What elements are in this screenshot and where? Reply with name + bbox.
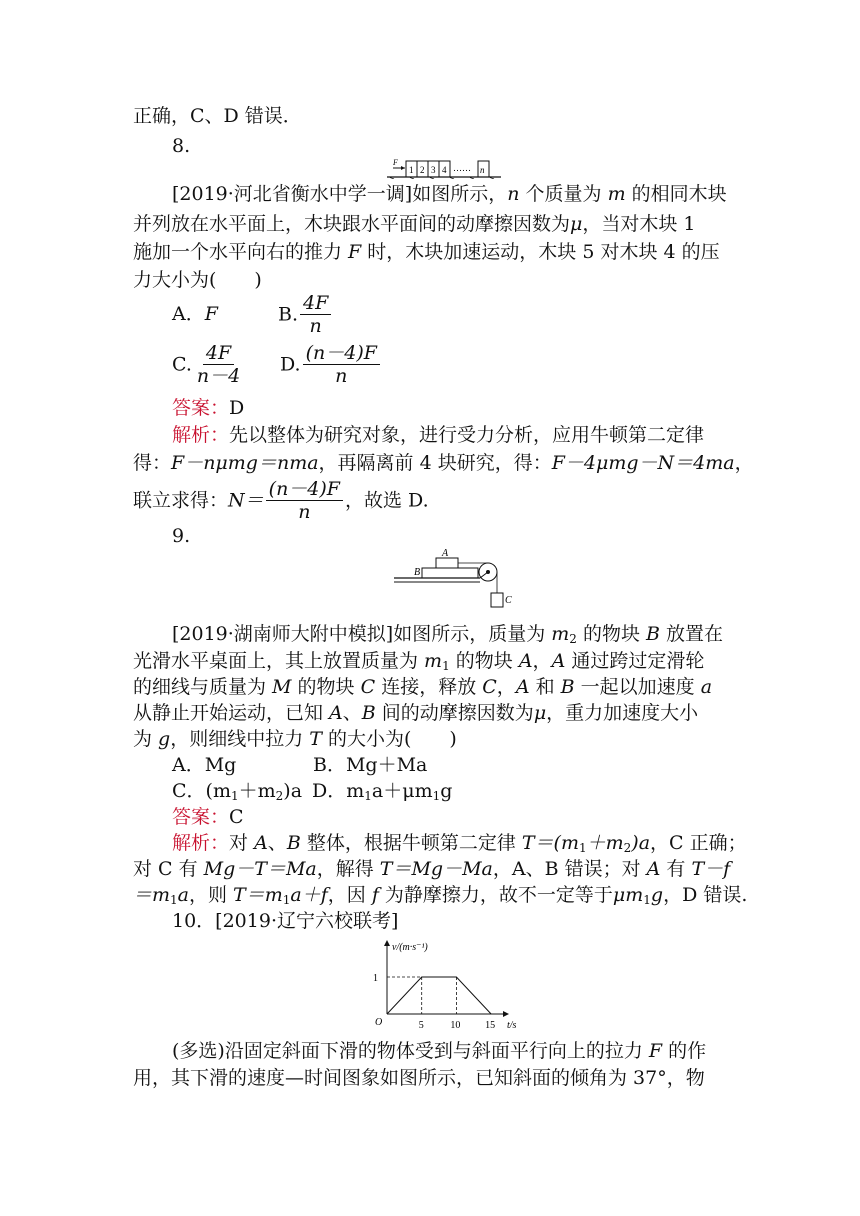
var: a xyxy=(700,676,713,698)
ground-hatch xyxy=(450,178,454,180)
text: 通过跨过定滑轮 xyxy=(565,650,705,672)
text: ，D 错误. xyxy=(663,884,748,906)
var: m xyxy=(424,650,443,672)
explanation-line xyxy=(133,857,730,881)
block-label: 1 xyxy=(409,165,414,175)
explanation-label: 解析： xyxy=(172,832,230,854)
equation: Mg－T＝Ma xyxy=(203,858,317,880)
text-line xyxy=(172,622,723,651)
text: C．(m xyxy=(172,780,231,802)
pulley-support xyxy=(480,572,488,578)
option-value: F xyxy=(204,303,218,325)
arrow-head-icon xyxy=(401,166,405,170)
text-line: 力大小为( ) xyxy=(133,269,262,291)
y-tick-label: 1 xyxy=(373,973,378,984)
var: A xyxy=(254,832,268,854)
text: ，当对木块 1 xyxy=(582,213,696,235)
x-axis-arrow-icon xyxy=(503,1011,509,1017)
subscript: 1 xyxy=(282,893,291,907)
denominator: n xyxy=(335,365,348,387)
equation: T＝(m xyxy=(521,832,579,854)
option-label: B. xyxy=(278,303,299,326)
text: 间的动摩擦因数为 xyxy=(375,702,534,724)
subscript: 2 xyxy=(275,789,284,803)
equation: F－4μmg－N＝4ma xyxy=(551,452,735,474)
equation: N＝ xyxy=(228,489,264,512)
block-label: 3 xyxy=(431,165,436,175)
text: 为静摩擦力，故不一定等于 xyxy=(378,884,613,906)
text: g xyxy=(440,780,453,802)
equation: F－nμmg＝nma xyxy=(171,452,319,474)
explanation-line xyxy=(172,831,747,860)
text: 连接，释放 xyxy=(375,676,483,698)
text: 为 xyxy=(133,728,159,750)
var: A xyxy=(551,650,566,672)
var: C xyxy=(482,676,497,698)
numerator: 4F xyxy=(300,292,331,315)
equation: ＝m xyxy=(133,884,171,906)
text-line xyxy=(172,182,727,206)
var: B xyxy=(560,676,575,698)
pulley-figure xyxy=(392,545,522,615)
x-axis-label: t/s xyxy=(507,1020,517,1030)
denominator: n－4 xyxy=(196,365,241,387)
answer-value: D xyxy=(229,397,245,419)
x-tick-label: 15 xyxy=(485,1020,496,1030)
label-a: A xyxy=(442,548,449,559)
text: 整体，根据牛顿第二定律 xyxy=(300,832,522,854)
text: ，则细线中拉力 xyxy=(170,728,310,750)
velocity-time-chart xyxy=(365,938,535,1030)
var: A xyxy=(646,858,661,880)
text: 光滑水平桌面上，其上放置质量为 xyxy=(133,650,425,672)
ground-hatch xyxy=(470,178,474,180)
text: 对 xyxy=(229,832,255,854)
text: )a xyxy=(283,780,303,802)
var: C xyxy=(360,676,376,698)
text: 、 xyxy=(267,832,287,854)
explanation-line xyxy=(133,883,747,912)
series-line xyxy=(387,977,491,1014)
origin-label: O xyxy=(375,1017,383,1028)
var: g xyxy=(158,728,171,750)
block-label: 2 xyxy=(420,165,425,175)
equation: T－f xyxy=(691,858,731,880)
var: A xyxy=(515,676,530,698)
text: 的大小为( ) xyxy=(321,728,457,750)
text-line xyxy=(133,675,712,699)
text: 先以整体为研究对象，进行受力分析，应用牛顿第二定律 xyxy=(229,424,705,446)
var: F xyxy=(648,1040,663,1062)
y-axis-arrow-icon xyxy=(384,940,390,946)
var: m xyxy=(551,623,570,645)
option-a: A．Mg xyxy=(172,754,237,776)
text: ，因 xyxy=(327,884,372,906)
var: B xyxy=(361,702,376,724)
var: A xyxy=(329,702,343,724)
option-label: C. xyxy=(172,353,192,376)
subscript: 1 xyxy=(643,893,651,907)
explanation-label: 解析： xyxy=(172,424,230,446)
ground-hatch xyxy=(410,178,414,180)
equation: T＝Mg－Ma xyxy=(379,858,493,880)
numerator: (n－4)F xyxy=(266,478,343,501)
y-axis-label: v/(m·s⁻¹) xyxy=(392,942,428,953)
option-d xyxy=(280,342,382,387)
answer-label: 答案： xyxy=(172,397,230,419)
text: 一起以加速度 xyxy=(574,676,701,698)
block-label: 4 xyxy=(442,165,447,175)
equation: )a xyxy=(631,832,651,854)
question-number: 8. xyxy=(172,135,191,157)
text: 得： xyxy=(133,452,172,474)
subscript: 1 xyxy=(230,789,239,803)
equation: ＋m xyxy=(586,832,624,854)
text-line xyxy=(133,212,696,236)
text: (多选)沿固定斜面下滑的物体受到与斜面平行向上的拉力 xyxy=(172,1040,649,1062)
subscript: 1 xyxy=(432,789,441,803)
answer-line xyxy=(172,396,244,420)
ground-hatch xyxy=(430,178,434,180)
subscript: 2 xyxy=(623,841,632,855)
text: 放置在 xyxy=(660,623,724,645)
subscript: 1 xyxy=(364,789,372,803)
text: ，解得 xyxy=(316,858,380,880)
answer-line xyxy=(172,805,244,829)
option-d xyxy=(312,779,452,808)
text: 联立求得： xyxy=(133,489,229,512)
text: a＋μm xyxy=(371,780,433,802)
text: 的物块 xyxy=(291,676,361,698)
var: B xyxy=(646,623,660,645)
text: ＋m xyxy=(238,780,276,802)
question-number: 9. xyxy=(172,525,191,547)
fraction xyxy=(266,478,343,523)
block-a xyxy=(436,558,458,568)
option-label: D. xyxy=(280,353,301,376)
equation: a＋f xyxy=(290,884,328,906)
text: 的物块 xyxy=(576,623,647,645)
text: [2019·湖南师大附中模拟]如图所示，质量为 xyxy=(172,623,552,645)
explanation-line xyxy=(133,451,754,475)
text: 施加一个水平向右的推力 xyxy=(133,241,349,263)
explanation-line xyxy=(133,478,429,523)
text: ， xyxy=(496,676,516,698)
blocks-figure xyxy=(385,157,503,179)
label-c: C xyxy=(505,595,512,606)
text: 和 xyxy=(529,676,561,698)
ground-hatch xyxy=(390,178,394,180)
option-b xyxy=(278,292,333,337)
text: ， xyxy=(532,650,552,672)
text: 从静止开始运动，已知 xyxy=(133,702,330,724)
text: ，则 xyxy=(189,884,234,906)
subscript: 1 xyxy=(170,893,178,907)
fraction xyxy=(300,292,331,337)
ground-hatch xyxy=(490,178,494,180)
explanation-line xyxy=(172,423,704,447)
text: 个质量为 xyxy=(519,183,608,205)
force-label: F xyxy=(393,158,398,167)
text: ，重力加速度大小 xyxy=(546,702,699,724)
equation: g xyxy=(650,884,664,906)
text-line xyxy=(133,649,704,678)
ellipsis-label: …… xyxy=(453,163,471,173)
numerator: 4F xyxy=(203,342,234,365)
text: ，C 正确； xyxy=(650,832,747,854)
equation: a xyxy=(177,884,189,906)
var: M xyxy=(272,676,292,698)
denominator: n xyxy=(309,315,322,337)
numerator: (n－4)F xyxy=(303,342,380,365)
option-b: B．Mg＋Ma xyxy=(313,754,428,776)
subscript: 1 xyxy=(442,659,450,673)
fraction xyxy=(303,342,380,387)
label-b: B xyxy=(414,567,421,578)
answer-label: 答案： xyxy=(172,806,230,828)
text: 有 xyxy=(660,858,692,880)
x-tick-label: 10 xyxy=(450,1020,461,1030)
subscript: 2 xyxy=(569,632,577,646)
option-c xyxy=(172,342,245,387)
text: ， xyxy=(734,452,754,474)
text: 的相同木块 xyxy=(625,183,727,205)
text: ，再隔离前 4 块研究，得： xyxy=(318,452,552,474)
var: T xyxy=(309,728,322,750)
var: F xyxy=(348,241,362,263)
block-b xyxy=(422,568,478,578)
var: A xyxy=(518,650,533,672)
text-line: 用，其下滑的速度—时间图象如图所示，已知斜面的倾角为 37°，物 xyxy=(133,1067,705,1089)
option-a xyxy=(172,302,218,326)
question-heading: 10．[2019·辽宁六校联考] xyxy=(172,910,399,932)
text: 时，木块加速运动，木块 5 对木块 4 的压 xyxy=(361,241,720,263)
text: ，故选 D. xyxy=(345,489,429,512)
block-label: n xyxy=(480,165,485,175)
answer-value: C xyxy=(229,806,244,828)
fraction xyxy=(194,342,243,387)
text: 、 xyxy=(342,702,362,724)
var: m xyxy=(607,183,626,205)
block-c xyxy=(491,593,503,607)
text: D．m xyxy=(312,780,365,802)
equation: μm xyxy=(612,884,644,906)
var: B xyxy=(286,832,301,854)
equation: T＝m xyxy=(233,884,283,906)
text: 的物块 xyxy=(449,650,519,672)
text: 的作 xyxy=(662,1040,707,1062)
option-c xyxy=(172,779,302,808)
text: 对 C 有 xyxy=(133,858,204,880)
text-line xyxy=(133,701,698,725)
text: 的细线与质量为 xyxy=(133,676,273,698)
text-line: 正确，C、D 错误． xyxy=(133,105,302,127)
text: [2019·河北省衡水中学一调]如图所示， xyxy=(172,183,508,205)
var: f xyxy=(371,884,379,906)
text-line xyxy=(133,727,457,751)
text: ，A、B 错误；对 xyxy=(492,858,647,880)
var: μ xyxy=(570,213,583,235)
option-label: A． xyxy=(172,303,205,325)
text-line xyxy=(133,240,720,264)
denominator: n xyxy=(298,501,311,523)
text: 并列放在水平面上，木块跟水平面间的动摩擦因数为 xyxy=(133,213,571,235)
text-line xyxy=(172,1039,706,1063)
var: n xyxy=(507,183,520,205)
x-tick-label: 5 xyxy=(418,1020,424,1030)
var: μ xyxy=(533,702,547,724)
subscript: 1 xyxy=(578,841,587,855)
